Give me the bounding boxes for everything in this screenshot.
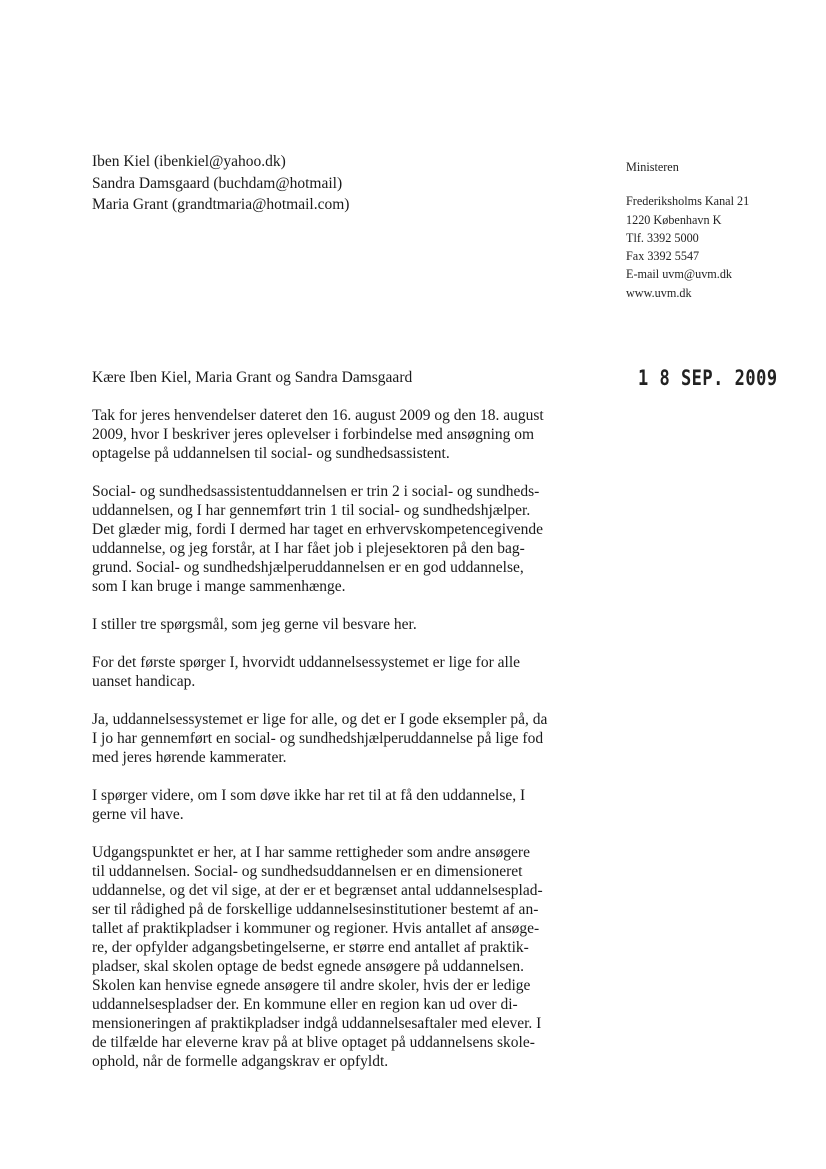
paragraph <box>92 843 572 1071</box>
text-line: uddannelse, og jeg forstår, at I har fået job i plejesektoren på den bag- <box>92 540 525 557</box>
text-line: med jeres hørende kammerater. <box>92 749 287 766</box>
sender-phone: Tlf. 3392 5000 <box>626 230 699 245</box>
text-line: Social- og sundhedsassistentuddannelsen er trin 2 i social- og sundheds- <box>92 483 540 500</box>
text-line: I stiller tre spørgsmål, som jeg gerne vil besvare her. <box>92 616 417 633</box>
text-line: gerne vil have. <box>92 806 184 823</box>
salutation: Kære Iben Kiel, Maria Grant og Sandra Damsgaard <box>92 369 413 386</box>
paragraph <box>92 710 572 767</box>
text-line: uddannelsen, og I har gennemført trin 1 til social- og sundhedshjælper. <box>92 502 531 519</box>
text-line: til uddannelsen. Social- og sundhedsuddannelsen er en dimensioneret <box>92 863 523 880</box>
letter-body <box>92 368 572 1090</box>
text-line: pladser, skal skolen optage de bedst egnede ansøgere på uddannelsen. <box>92 958 524 975</box>
text-line: re, der opfylder adgangsbetingelserne, er større end antallet af praktik- <box>92 939 529 956</box>
text-line: optagelse på uddannelsen til social- og sundhedsassistent. <box>92 445 450 462</box>
recipient-list <box>92 151 532 216</box>
sender-title: Ministeren <box>626 160 679 174</box>
date-stamp: 1 8 SEP. 2009 <box>638 366 778 391</box>
sender-letterhead <box>626 158 816 302</box>
text-line: tallet af praktikpladser i kommuner og regioner. Hvis antallet af ansøge- <box>92 920 540 937</box>
text-line: Udgangspunktet er her, at I har samme rettigheder som andre ansøgere <box>92 844 530 861</box>
text-line: For det første spørger I, hvorvidt uddannelsessystemet er lige for alle <box>92 654 521 671</box>
sender-website: www.uvm.dk <box>626 285 692 300</box>
sender-fax: Fax 3392 5547 <box>626 249 700 264</box>
paragraph <box>92 482 572 596</box>
recipient-line: Maria Grant (grandtmaria@hotmail.com) <box>92 196 350 213</box>
text-line: uanset handicap. <box>92 673 196 690</box>
paragraph <box>92 653 572 691</box>
text-line: I jo har gennemført en social- og sundhedshjælperuddannelse på lige fod <box>92 730 544 747</box>
text-line: ser til rådighed på de forskellige uddannelsesinstitutioner bestemt af an- <box>92 901 539 918</box>
text-line: Ja, uddannelsessystemet er lige for alle, og det er I gode eksempler på, da <box>92 711 548 728</box>
text-line: I spørger videre, om I som døve ikke har ret til at få den uddannelse, I <box>92 787 526 804</box>
text-line: 2009, hvor I beskriver jeres oplevelser i forbindelse med ansøgning om <box>92 426 535 443</box>
sender-address-line: Frederiksholms Kanal 21 <box>626 194 750 209</box>
recipient-line: Iben Kiel (ibenkiel@yahoo.dk) <box>92 153 286 170</box>
text-line: uddannelsespladser der. En kommune eller en region kan ud over di- <box>92 996 518 1013</box>
paragraph <box>92 406 572 463</box>
sender-email: E-mail uvm@uvm.dk <box>626 267 733 282</box>
paragraph <box>92 786 572 824</box>
recipient-line: Sandra Damsgaard (buchdam@hotmail) <box>92 174 343 192</box>
text-line: som I kan bruge i mange sammenhænge. <box>92 578 346 595</box>
text-line: Skolen kan henvise egnede ansøgere til andre skoler, hvis der er ledige <box>92 977 531 994</box>
paragraph <box>92 615 572 634</box>
text-line: Det glæder mig, fordi I dermed har taget en erhvervskompetencegivende <box>92 521 544 538</box>
text-line: uddannelse, og det vil sige, at der er et begrænset antal uddannelsesplad- <box>92 882 543 899</box>
text-line: Tak for jeres henvendelser dateret den 16. august 2009 og den 18. august <box>92 407 544 424</box>
text-line: grund. Social- og sundhedshjælperuddannelsen er en god uddannelse, <box>92 559 524 576</box>
text-line: de tilfælde har eleverne krav på at blive optaget på uddannelsens skole- <box>92 1034 535 1051</box>
text-line: mensioneringen af praktikpladser indgå uddannelsesaftaler med elever. I <box>92 1015 542 1032</box>
text-line: ophold, når de formelle adgangskrav er opfyldt. <box>92 1053 389 1070</box>
sender-address-line: 1220 København K <box>626 212 722 227</box>
